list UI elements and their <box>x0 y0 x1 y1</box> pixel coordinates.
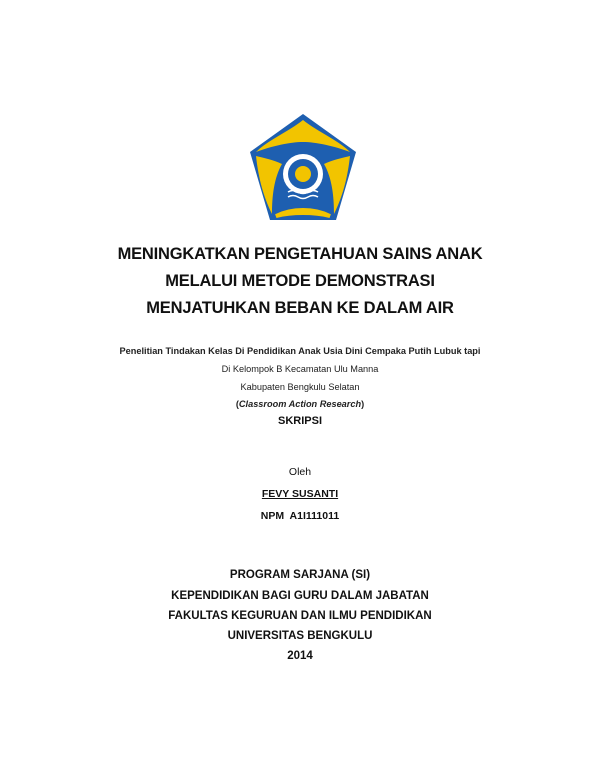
subtitle-line-1: Penelitian Tindakan Kelas Di Pendidikan Anak Usia Dini Cempaka Putih Lubuk tapi <box>119 346 481 356</box>
program-line: PROGRAM SARJANA (SI) <box>229 569 371 581</box>
title-line-3: MENJATUHKAN BEBAN KE DALAM AIR <box>146 299 454 317</box>
university-logo <box>248 112 358 224</box>
title-line-2: MELALUI METODE DEMONSTRASI <box>165 272 435 290</box>
author-name <box>0 488 600 500</box>
author-name-text: FEVY SUSANTI <box>261 488 339 500</box>
subtitle-line-3: Kabupaten Bengkulu Selatan <box>240 382 360 392</box>
subtitle-line-2: Di Kelompok B Kecamatan Ulu Manna <box>221 364 379 374</box>
university-line: UNIVERSITAS BENGKULU <box>227 630 373 642</box>
classroom-action-research: Classroom Action Research <box>238 399 362 409</box>
faculty-line: FAKULTAS KEGURUAN DAN ILMU PENDIDIKAN <box>168 610 432 622</box>
paren-close: ) <box>361 399 365 409</box>
department-line: KEPENDIDIKAN BAGI GURU DALAM JABATAN <box>171 590 429 602</box>
title-line-1: MENINGKATKAN PENGETAHUAN SAINS ANAK <box>117 245 483 263</box>
author-npm: NPM A1I111011 <box>260 510 340 522</box>
by-label: Oleh <box>288 466 312 478</box>
subtitle-line-4 <box>0 399 600 409</box>
document-type: SKRIPSI <box>277 415 322 427</box>
paren-open: ( <box>235 399 239 409</box>
year-line: 2014 <box>287 650 313 662</box>
